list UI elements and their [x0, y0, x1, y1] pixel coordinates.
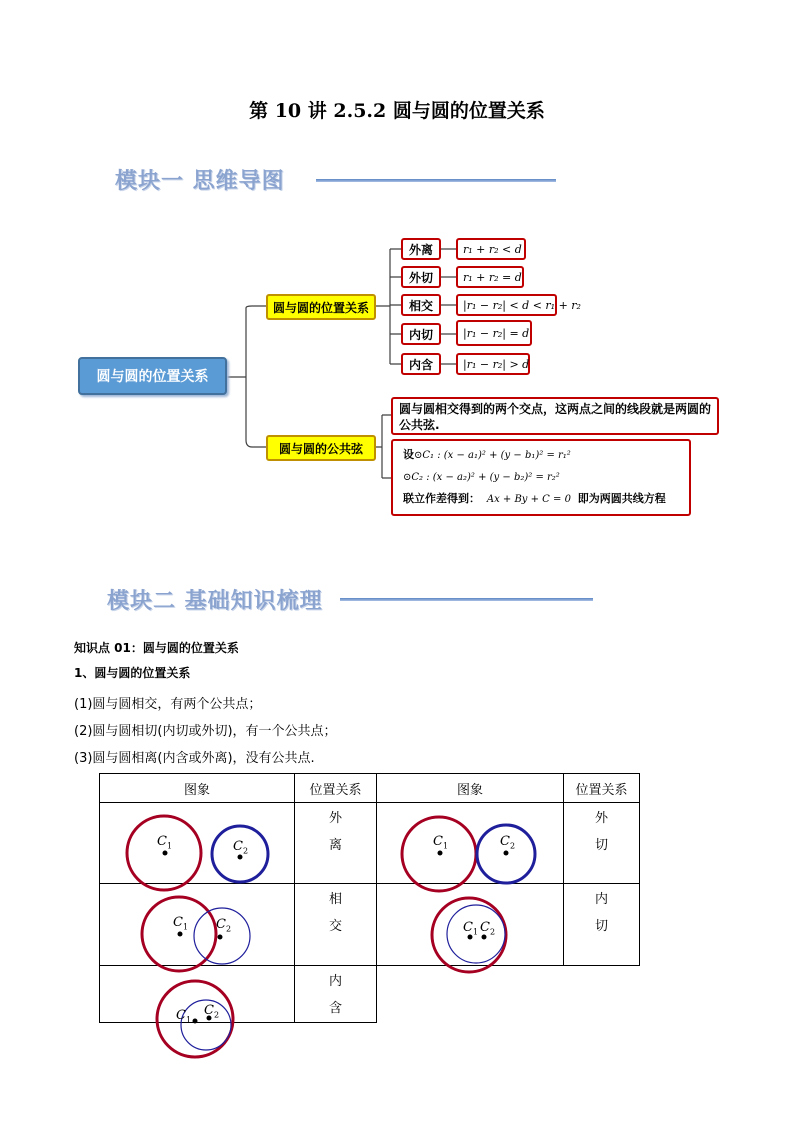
label-waili-c2	[233, 839, 248, 856]
label-neiqie-char-1: 内	[594, 892, 608, 907]
formula-neihan: |r₁ − r₂| > d	[456, 353, 530, 375]
label-xiangjiao-char-2: 交	[328, 919, 342, 934]
waiqie-c1-letter: C	[433, 834, 443, 849]
waiqie-c2-letter: C	[500, 834, 510, 849]
relation-waili: 外离	[401, 238, 441, 260]
knowledge-item-2: (2)圆与圆相切(内切或外切)，有一个公共点；	[74, 724, 337, 739]
equation-prefix-1: 设	[403, 448, 414, 461]
label-waili-char-2: 离	[328, 838, 342, 853]
label-waiqie-char-2: 切	[594, 838, 608, 853]
relation-waiqie: 外切	[401, 266, 441, 288]
waili-c2-sub: 2	[242, 846, 249, 856]
label-waiqie-c1	[433, 834, 448, 851]
label-neihan-char-1: 内	[328, 974, 342, 989]
equation-c1: ⊙C₁ : (x − a₁)² + (y − b₁)² = r₁²	[414, 450, 571, 461]
mindmap-branch-position: 圆与圆的位置关系	[266, 294, 376, 320]
figure-xiangjiao	[142, 897, 250, 971]
neiqie-c1-letter: C	[463, 920, 473, 935]
label-waiqie-char-1: 外	[594, 811, 608, 826]
xiangjiao-center-c1	[178, 932, 183, 937]
equation-suffix: 即为两圆共线方程	[577, 492, 666, 505]
xiangjiao-c1-letter: C	[173, 915, 183, 930]
xiangjiao-c2-sub: 2	[225, 924, 232, 934]
mindmap-branch-chord: 圆与圆的公共弦	[266, 435, 376, 461]
label-waiqie-c2	[500, 834, 515, 851]
chord-description: 圆与圆相交得到的两个交点，这两点之间的线段就是两圆的公共弦.	[391, 397, 719, 435]
module1-heading: 模块一 思维导图	[115, 168, 285, 194]
xiangjiao-c2-letter: C	[216, 917, 226, 932]
formula-neiqie: |r₁ − r₂| = d	[456, 320, 532, 346]
label-xiangjiao-char-1: 相	[328, 892, 342, 907]
figure-neihan	[157, 981, 233, 1057]
neiqie-c1-sub: 1	[472, 927, 479, 937]
waili-c1-letter: C	[157, 834, 167, 849]
xiangjiao-c1-sub: 1	[182, 922, 189, 932]
equation-line: Ax + By + C = 0	[486, 494, 571, 505]
document-title: 第 10 讲 2.5.2 圆与圆的位置关系	[249, 100, 545, 122]
label-neihan-c1	[176, 1008, 191, 1025]
waili-c2-letter: C	[233, 839, 243, 854]
label-neiqie-c2	[480, 920, 495, 937]
label-waili-c1	[157, 834, 172, 851]
relation-xiangjiao: 相交	[401, 294, 441, 316]
neihan-c1-sub: 1	[185, 1015, 192, 1025]
header-figure-1: 图象	[100, 774, 295, 803]
waili-center-c1	[163, 851, 168, 856]
header-relation-1: 位置关系	[295, 774, 377, 803]
formula-xiangjiao: |r₁ − r₂| < d < r₁ + r₂	[456, 294, 557, 316]
neihan-c1-letter: C	[176, 1008, 186, 1023]
header-relation-2: 位置关系	[564, 774, 640, 803]
label-neihan-char-2: 含	[328, 1001, 342, 1016]
waiqie-c1-sub: 1	[442, 841, 449, 851]
waiqie-center-c1	[438, 851, 443, 856]
module2-heading: 模块二 基础知识梳理	[107, 588, 323, 614]
label-xiangjiao-c2	[216, 917, 231, 934]
label-neiqie-char-2: 切	[594, 919, 608, 934]
knowledge-point-title: 知识点 01：圆与圆的位置关系	[74, 641, 239, 655]
equation-prefix-3: 联立作差得到：	[403, 492, 480, 505]
neihan-center-c1	[193, 1019, 198, 1024]
neihan-c2-sub: 2	[213, 1010, 220, 1020]
waiqie-center-c2	[504, 851, 509, 856]
figure-waiqie	[402, 817, 535, 891]
neiqie-c2-letter: C	[480, 920, 490, 935]
neiqie-c2-sub: 2	[489, 927, 496, 937]
knowledge-subtitle: 1、圆与圆的位置关系	[74, 666, 191, 680]
relation-neihan: 内含	[401, 353, 441, 375]
label-neihan-c2	[204, 1003, 219, 1020]
label-neiqie-c1	[463, 920, 478, 937]
equation-c2: ⊙C₂ : (x − a₂)² + (y − b₂)² = r₂²	[403, 472, 560, 483]
knowledge-item-1: (1)圆与圆相交，有两个公共点；	[74, 697, 262, 712]
knowledge-item-3: (3)圆与圆相离(内含或外离)，没有公共点.	[74, 751, 315, 766]
xiangjiao-center-c2	[218, 935, 223, 940]
label-xiangjiao-c1	[173, 915, 188, 932]
waili-c1-sub: 1	[166, 841, 173, 851]
header-figure-2: 图象	[377, 774, 564, 803]
relation-neiqie: 内切	[401, 323, 441, 345]
formula-waiqie: r₁ + r₂ = d	[456, 266, 524, 288]
formula-waili: r₁ + r₂ < d	[456, 238, 526, 260]
neihan-c2-letter: C	[204, 1003, 214, 1018]
waiqie-c2-sub: 2	[509, 841, 516, 851]
label-waili-char-1: 外	[328, 811, 342, 826]
mindmap-root: 圆与圆的位置关系	[78, 357, 227, 395]
